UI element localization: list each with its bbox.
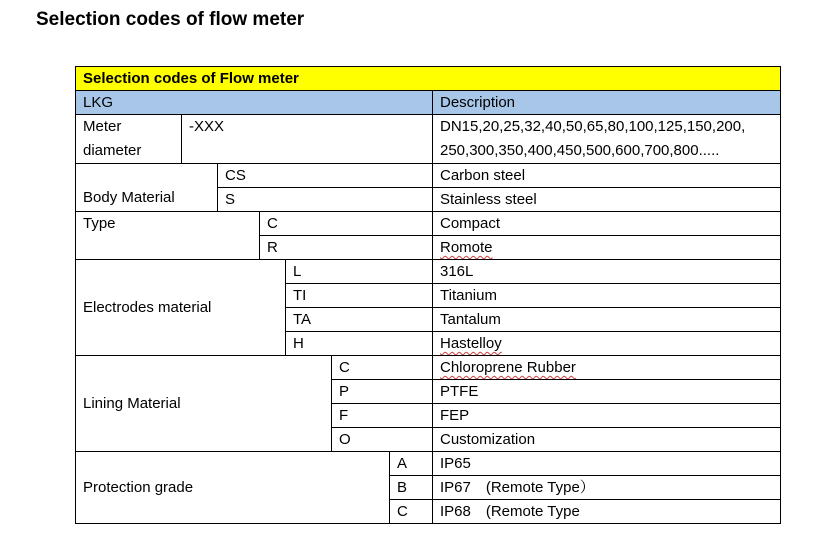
selection-codes-table — [75, 66, 781, 524]
electrodes-description-text: Hastelloy — [440, 335, 502, 352]
meter-diameter-label-line2: diameter — [83, 142, 142, 159]
electrodes-description: 316L — [433, 260, 781, 284]
protection-description: IP67 (Remote Type） — [433, 476, 781, 500]
lining-label: Lining Material — [76, 356, 332, 452]
body-material-label: Body Material — [76, 164, 218, 212]
table-row — [76, 212, 781, 236]
meter-diameter-desc-line2: 250,300,350,400,450,500,600,700,800..... — [440, 142, 720, 159]
electrodes-label: Electrodes material — [76, 260, 286, 356]
protection-label: Protection grade — [76, 452, 390, 524]
body-material-code: CS — [218, 164, 433, 188]
type-description-text: Romote — [440, 239, 493, 256]
table-row — [76, 260, 781, 284]
lining-code: F — [332, 404, 433, 428]
body-material-description: Stainless steel — [433, 188, 781, 212]
header-description: Description — [433, 91, 781, 115]
electrodes-description: Tantalum — [433, 308, 781, 332]
electrodes-description — [433, 332, 781, 356]
lining-description: PTFE — [433, 380, 781, 404]
electrodes-code: TI — [286, 284, 433, 308]
type-description: Compact — [433, 212, 781, 236]
meter-diameter-desc-line1: DN15,20,25,32,40,50,65,80,100,125,150,200, — [440, 118, 746, 135]
type-code: C — [260, 212, 433, 236]
body-material-code: S — [218, 188, 433, 212]
table-row — [76, 452, 781, 476]
table-title: Selection codes of Flow meter — [76, 67, 781, 91]
meter-diameter-description — [433, 115, 781, 164]
electrodes-code: H — [286, 332, 433, 356]
electrodes-code: TA — [286, 308, 433, 332]
electrodes-description: Titanium — [433, 284, 781, 308]
type-code: R — [260, 236, 433, 260]
table-row — [76, 356, 781, 380]
meter-diameter-code: -XXX — [182, 115, 433, 164]
body-material-description: Carbon steel — [433, 164, 781, 188]
header-code: LKG — [76, 91, 433, 115]
table-header-row — [76, 91, 781, 115]
lining-description-text: Chloroprene Rubber — [440, 359, 576, 376]
protection-description: IP68 (Remote Type — [433, 500, 781, 524]
protection-code: B — [390, 476, 433, 500]
lining-description: FEP — [433, 404, 781, 428]
type-description — [433, 236, 781, 260]
page-title: Selection codes of flow meter — [36, 9, 305, 30]
table-title-row — [76, 67, 781, 91]
protection-code: C — [390, 500, 433, 524]
lining-code: C — [332, 356, 433, 380]
lining-description: Customization — [433, 428, 781, 452]
table-row — [76, 164, 781, 188]
lining-code: P — [332, 380, 433, 404]
lining-code: O — [332, 428, 433, 452]
protection-code: A — [390, 452, 433, 476]
protection-description: IP65 — [433, 452, 781, 476]
electrodes-code: L — [286, 260, 433, 284]
meter-diameter-label — [76, 115, 182, 164]
type-label: Type — [76, 212, 260, 260]
meter-diameter-label-line1: Meter — [83, 118, 122, 135]
lining-description — [433, 356, 781, 380]
